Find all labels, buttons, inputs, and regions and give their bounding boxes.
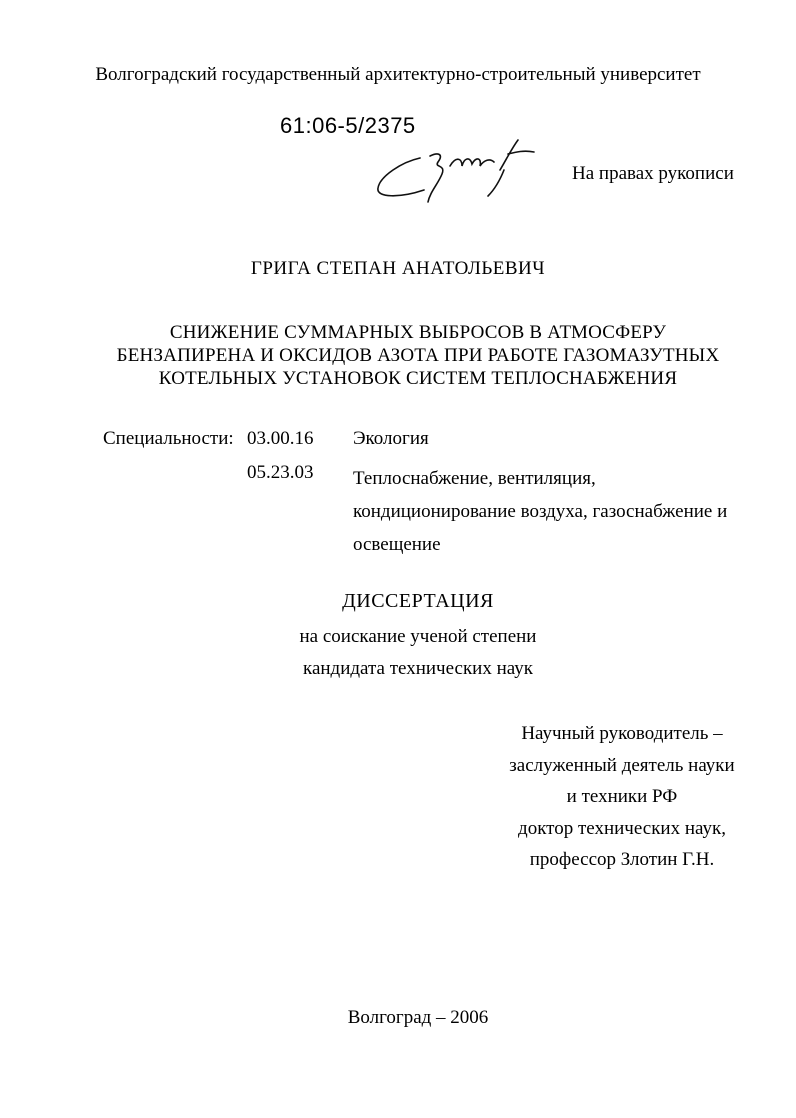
degree-line: кандидата технических наук xyxy=(303,658,533,679)
city-year: Волгоград – 2006 xyxy=(347,1007,489,1028)
document-type: ДИССЕРТАЦИЯ xyxy=(342,590,494,612)
specialty-name-line: Теплоснабжение, вентиляция, xyxy=(353,468,596,489)
supervisor-block xyxy=(472,718,772,876)
title-line: КОТЕЛЬНЫХ УСТАНОВОК СИСТЕМ ТЕПЛОСНАБЖЕНИЯ xyxy=(158,368,678,389)
supervisor-line: профессор Злотин Г.Н. xyxy=(529,849,715,870)
degree-line: на соискание ученой степени xyxy=(299,626,537,647)
specialty-name xyxy=(353,462,753,561)
handwritten-signature xyxy=(372,136,552,206)
rights-note: На правах рукописи xyxy=(572,163,734,184)
specialties-label: Специальности: xyxy=(103,428,234,449)
title-line: СНИЖЕНИЕ СУММАРНЫХ ВЫБРОСОВ В АТМОСФЕРУ xyxy=(169,322,667,343)
supervisor-line: заслуженный деятель науки xyxy=(509,754,735,776)
author-name: ГРИГА СТЕПАН АНАТОЛЬЕВИЧ xyxy=(250,258,546,279)
specialty-name-line: освещение xyxy=(353,534,441,555)
specialty-code: 05.23.03 xyxy=(247,462,314,483)
university-name: Волгоградский государственный архитектурно-строительный университет xyxy=(95,64,701,85)
supervisor-line: и техники РФ xyxy=(566,786,678,807)
supervisor-line: доктор технических наук, xyxy=(518,817,726,839)
specialty-code: 03.00.16 xyxy=(247,428,314,449)
dissertation-title xyxy=(0,321,796,390)
specialty-name-line: кондиционирование воздуха, газоснабжение и xyxy=(353,501,728,522)
degree-sought xyxy=(0,621,796,685)
specialty-name: Экология xyxy=(353,428,429,449)
title-line: БЕНЗАПИРЕНА И ОКСИДОВ АЗОТА ПРИ РАБОТЕ ГАЗОМАЗУТНЫХ xyxy=(116,345,720,366)
supervisor-line: Научный руководитель – xyxy=(521,723,723,744)
catalog-code: 61:06-5/2375 xyxy=(280,113,416,138)
